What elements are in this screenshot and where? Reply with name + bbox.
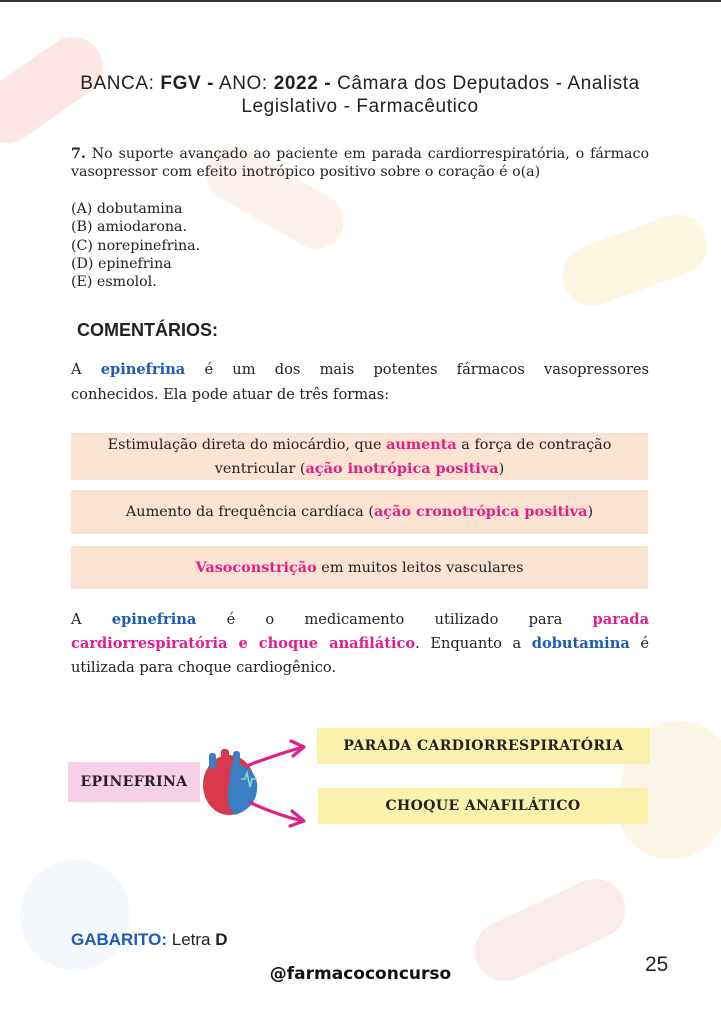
highlight-vasoconstriction: Vasoconstrição [195, 558, 317, 576]
para2-text: utilizada para choque cardiogênico. [71, 659, 337, 676]
top-border-line [0, 0, 721, 2]
para2-text: A [71, 611, 82, 628]
banca-label: BANCA: [80, 73, 155, 94]
highlight-parada: parada [592, 611, 650, 628]
option-a: (A) dobutamina [71, 201, 183, 217]
arrow-to-choque [251, 803, 304, 826]
highlight-chronotropic: ação cronotrópica positiva [373, 503, 588, 520]
para2-text: é o medicamento utilizado para [226, 611, 563, 628]
target-label: PARADA CARDIORRESPIRATÓRIA [343, 738, 624, 754]
ano-value: 2022 [273, 73, 319, 94]
question-number: 7. [71, 146, 86, 162]
question-statement [71, 145, 649, 181]
diagram-target-parada [317, 728, 650, 764]
box-text: ) [498, 460, 505, 477]
answer-options [71, 200, 200, 291]
box-text: em muitos leitos vasculares [321, 559, 524, 576]
comments-title: COMENTÁRIOS: [77, 320, 218, 340]
gabarito-prefix: Letra [171, 930, 211, 949]
para1-text: A [71, 361, 82, 378]
answer-key [71, 930, 228, 950]
drug-epinefrina: epinefrina [100, 361, 186, 378]
banca-value: FGV [160, 73, 202, 94]
question-text: No suporte avançado ao paciente em parada cardiorrespiratória, o fármaco vasopressor com efeito inotrópico positivo sobre o coração é o(a) [71, 146, 649, 180]
arrow-to-parada [249, 741, 304, 765]
background-pill-decoration [554, 206, 715, 314]
header-separator: - [324, 73, 332, 94]
diagram-source-label: EPINEFRINA [80, 774, 188, 790]
page-number: 25 [645, 953, 669, 976]
page-header [60, 72, 660, 118]
heart-icon [203, 749, 257, 815]
social-handle: @farmacoconcurso [269, 964, 452, 984]
option-e: (E) esmolol. [71, 274, 157, 291]
para2-text: é [640, 635, 650, 652]
ano-label: ANO: [218, 73, 268, 94]
gabarito-label: GABARITO: [71, 930, 168, 949]
orgao-text: Câmara dos Deputados - Analista Legislativo - Farmacêutico [241, 73, 640, 117]
comments-paragraph-2 [71, 608, 649, 680]
header-separator: - [207, 73, 215, 94]
para1-text: é um dos mais potentes fármacos vasopressores [204, 361, 649, 378]
diagram-source-box [68, 762, 200, 802]
diagram-graphics [195, 735, 320, 835]
option-c: (C) norepinefrina. [71, 237, 201, 254]
box-text: ) [587, 504, 594, 520]
box-text: Aumento da frequência cardíaca ( [125, 504, 374, 520]
option-b: (B) amiodarona. [71, 219, 187, 236]
highlight-indications: cardiorrespiratória e choque anafilático [71, 635, 416, 652]
background-pill-decoration [20, 860, 130, 970]
target-label: CHOQUE ANAFILÁTICO [385, 798, 581, 814]
drug-epinefrina: epinefrina [111, 611, 197, 628]
mechanism-box-inotropic [71, 433, 648, 480]
box-text: Estimulação direta do miocárdio, que [107, 436, 382, 453]
comments-paragraph-1 [71, 357, 649, 407]
drug-dobutamina: dobutamina [531, 635, 630, 652]
box-text: a força de contração ventricular ( [214, 436, 612, 477]
para1-text: conhecidos. Ela pode atuar de três formas: [71, 386, 390, 403]
option-d: (D) epinefrina [71, 255, 172, 272]
mechanism-box-vasoconstriction [71, 546, 648, 589]
mechanism-box-chronotropic [71, 490, 648, 534]
gabarito-answer: D [215, 930, 228, 949]
highlight-aumenta: aumenta [386, 435, 457, 453]
diagram-target-choque [318, 788, 648, 824]
para2-text: . Enquanto a [415, 635, 522, 652]
highlight-inotropic: ação inotrópica positiva [305, 459, 499, 477]
